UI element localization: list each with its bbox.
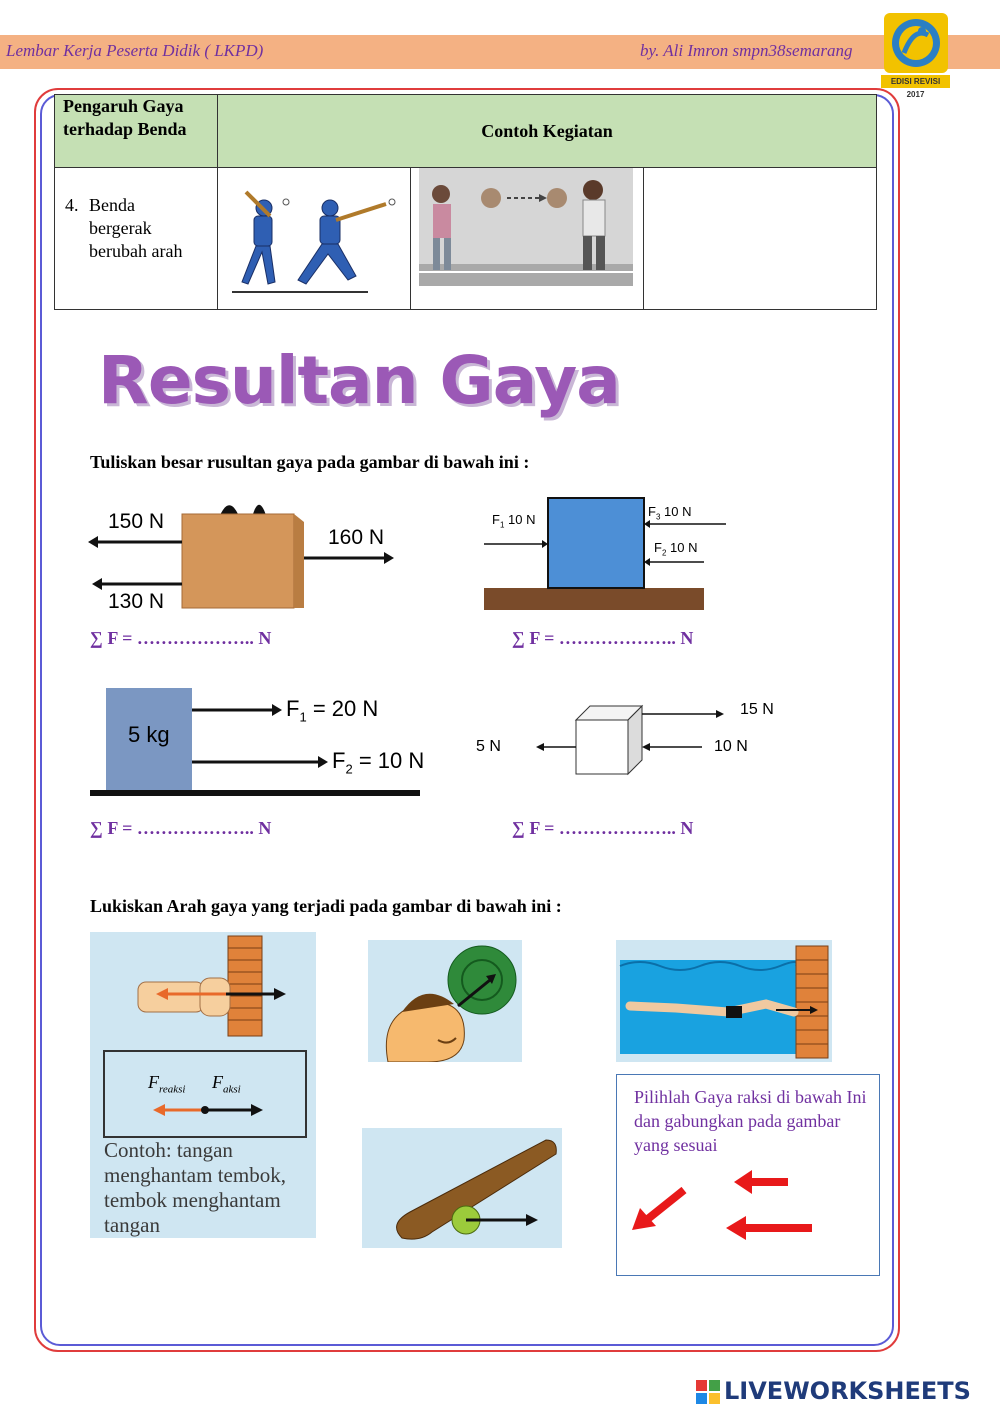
empty-answer-cell[interactable] <box>644 168 877 310</box>
fist-wall-illustration <box>90 932 316 1042</box>
force-15n-label: 15 N <box>740 701 774 718</box>
bat-ball-illustration[interactable] <box>362 1128 562 1248</box>
reaction-arrow-long[interactable] <box>726 1216 812 1240</box>
answer-sum-1[interactable]: ∑ F = ……………….. N <box>90 628 272 648</box>
answer-sum-2[interactable]: ∑ F = ……………….. N <box>512 628 694 648</box>
row-number: 4. <box>65 195 79 215</box>
mass-label: 5 kg <box>128 722 170 747</box>
force-150-label: 150 N <box>108 510 165 533</box>
header-author: by. Ali Imron smpn38semarang <box>640 41 853 60</box>
action-reaction-arrows <box>105 1052 305 1136</box>
header-ball-illustration[interactable] <box>368 940 522 1062</box>
red-arrow-options <box>630 1170 820 1240</box>
f-reaction-label: $F_{reaksi}$ <box>148 1072 186 1096</box>
f1-label-fig3: $F_1 = 20$ N <box>286 696 379 725</box>
f1-label-fig2: $F_1$ 10 N <box>492 512 536 530</box>
reaction-choice-instructions: Pilihlah Gaya raksi di bawah Ini dan gabungkan pada gambar yang sesuai <box>634 1087 867 1155</box>
curriculum-logo <box>884 13 948 73</box>
force-5n-label: 5 N <box>476 738 501 755</box>
force-10n-label: 10 N <box>714 738 748 755</box>
instruction-resultant: Tuliskan besar rusultan gaya pada gambar di bawah ini : <box>90 452 530 472</box>
liveworksheets-brand[interactable]: LIVEWORKSHEETS <box>724 1377 971 1405</box>
header-title: Lembar Kerja Peserta Didik ( LKPD) <box>6 41 264 60</box>
answer-sum-3[interactable]: ∑ F = ……………….. N <box>90 818 272 838</box>
force-160-label: 160 N <box>328 526 385 549</box>
force-130-label: 130 N <box>108 590 165 613</box>
table-header-effect: Pengaruh Gaya terhadap Benda <box>55 95 218 168</box>
edition-badge: EDISI REVISI 2017 <box>881 75 950 88</box>
section-title: Resultan Gaya <box>98 342 620 419</box>
table-header-example: Contoh Kegiatan <box>218 95 877 168</box>
table-row-label <box>55 168 218 310</box>
examples-table <box>54 94 877 310</box>
liveworksheets-logo-icon <box>696 1380 722 1404</box>
swimmer-illustration[interactable] <box>616 940 832 1062</box>
example-caption: Contoh: tangan menghantam tembok, tembok menghantam tangan <box>104 1138 286 1237</box>
reaction-arrow-diagonal[interactable] <box>632 1190 684 1230</box>
f2-label-fig3: $F_2 = 10$ N <box>332 748 425 777</box>
f3-label-fig2: $F_3$ 10 N <box>648 504 692 522</box>
instruction-direction: Lukiskan Arah gaya yang terjadi pada gambar di bawah ini : <box>90 896 562 916</box>
row-text: Benda bergerak berubah arah <box>89 195 183 261</box>
f-action-label: $F_{aksi}$ <box>212 1072 241 1096</box>
f2-label-fig2: $F_2$ 10 N <box>654 540 698 558</box>
legend-box <box>103 1050 307 1138</box>
reaction-arrow-short[interactable] <box>734 1170 788 1194</box>
baseball-illustration <box>218 168 411 310</box>
answer-sum-4[interactable]: ∑ F = ……………….. N <box>512 818 694 838</box>
figure-white-cube <box>530 700 730 780</box>
passing-ball-illustration <box>411 168 644 310</box>
